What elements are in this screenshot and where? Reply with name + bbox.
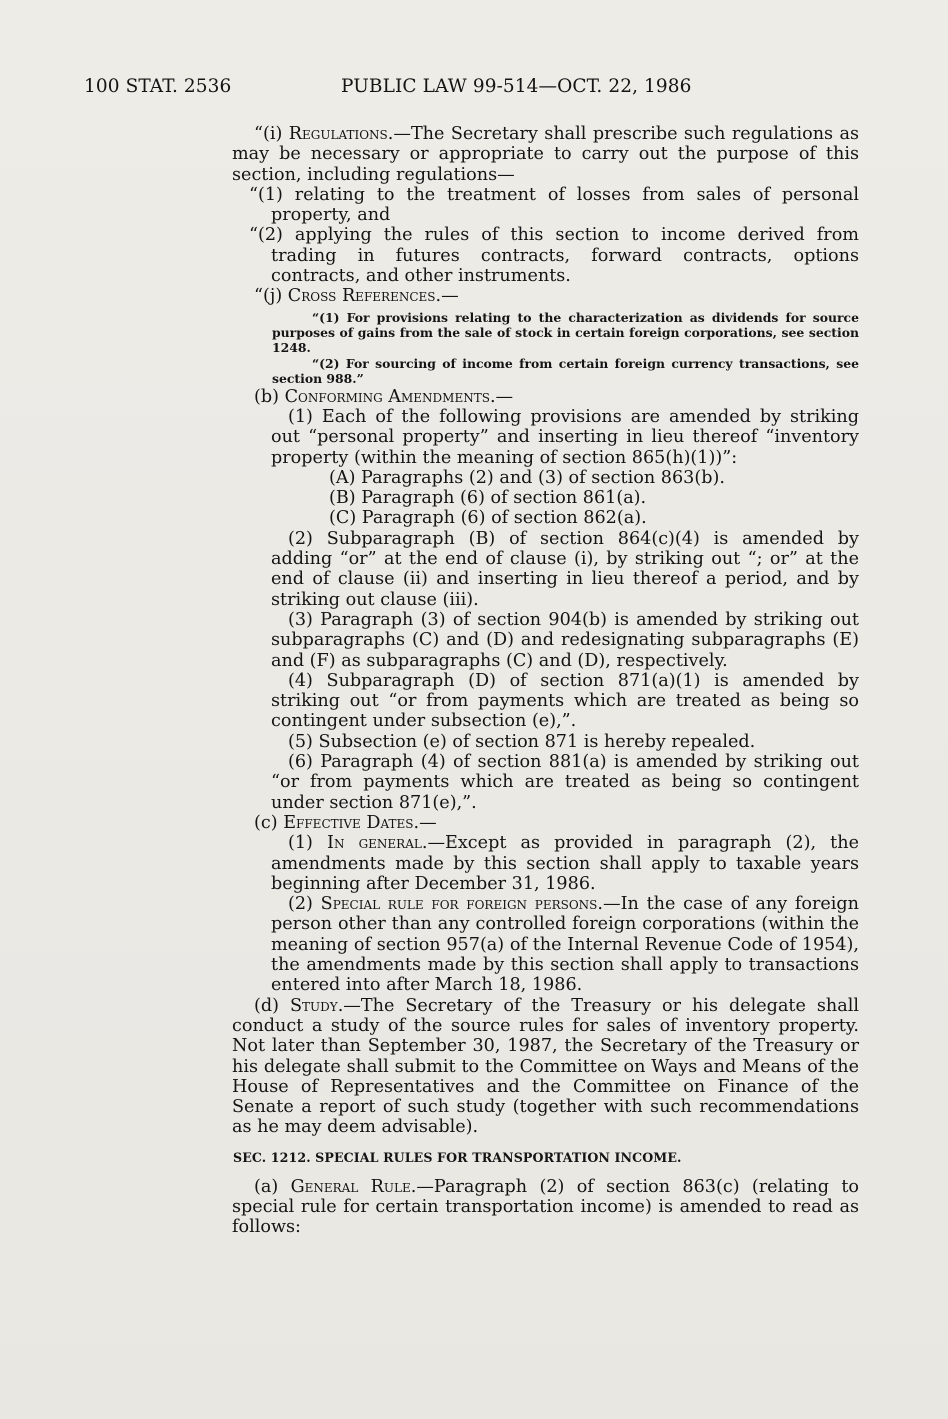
subsection-b: (b) Conforming Amendments.— xyxy=(254,386,514,407)
stat-citation: 100 STAT. 2536 xyxy=(84,76,232,97)
amendment-b3: (3) Paragraph (3) of section 904(b) is amended by striking out subparagraphs (C) and (D) and redesignating subparagraphs (E) and (F) as subparagraphs (C) and (D), respectively. xyxy=(271,609,859,671)
amendment-b5: (5) Subsection (e) of section 871 is hereby repealed. xyxy=(288,731,756,752)
public-law-title: PUBLIC LAW 99-514—OCT. 22, 1986 xyxy=(341,76,692,97)
subsection-i-heading: Regulations xyxy=(288,124,388,144)
section-1212-a: (a) General Rule.—Paragraph (2) of section 863(c) (relating to special rule for certain transportation income) is amended to read as follows: xyxy=(232,1176,859,1238)
subsection-d: (d) Study.—The Secretary of the Treasury or his delegate shall conduct a study of the source rules for sales of inventory property. Not later than September 30, 1987, the Secretary of the Treasury or his delegate shall submit to the Committee on Ways and Means of the House of Representatives and the Committee on Finance of the Senate a report of such study (together with such recommendations as he may deem advisable). xyxy=(232,995,859,1138)
cross-reference-2: “(2) For sourcing of income from certain foreign currency transactions, see section 988.” xyxy=(272,355,859,387)
subsection-c-heading: Effective Dates xyxy=(283,812,414,833)
amendment-b6: (6) Paragraph (4) of section 881(a) is amended by striking out “or from payments which are treated as being so contingent under section 871(e),”. xyxy=(271,752,859,813)
effective-date-c1: (1) In general.—Except as provided in paragraph (2), the amendments made by this section shall apply to taxable years beginning after December 31, 1986. xyxy=(271,833,859,894)
subsection-b-heading: Conforming Amendments xyxy=(284,386,490,407)
page-header xyxy=(84,76,858,100)
subsection-i-item-1: “(1) relating to the treatment of losses from sales of personal property, and xyxy=(249,184,859,226)
cross-reference-1: “(1) For provisions relating to the characterization as dividends for source purposes of gains from the sale of stock in certain foreign corporations, see section 1248. xyxy=(272,309,859,356)
amendment-b4: (4) Subparagraph (D) of section 871(a)(1) is amended by striking out “or from payments which are treated as being so contingent under subsection (e),”. xyxy=(271,670,859,732)
subsection-c: (c) Effective Dates.— xyxy=(254,812,437,833)
subsection-d-heading: Study xyxy=(289,995,338,1016)
subsection-j-heading: Cross References xyxy=(287,286,436,307)
effective-date-c1-heading: In general xyxy=(327,833,422,854)
amendment-b1-b: (B) Paragraph (6) of section 861(a). xyxy=(329,488,647,509)
amendment-b2: (2) Subparagraph (B) of section 864(c)(4) is amended by adding “or” at the end of clause (i), by striking out “; or” at the end of clause (ii) and inserting in lieu thereof a period, and by striking out clause (iii). xyxy=(271,528,859,610)
amendment-b1: (1) Each of the following provisions are amended by striking out “personal property” and inserting in lieu thereof “inventory property (within the meaning of section 865(h)(1))”: xyxy=(271,407,859,468)
effective-date-c2-heading: Special rule for foreign persons xyxy=(320,894,598,915)
section-1212-a-heading: General Rule xyxy=(290,1176,411,1197)
amendment-b1-a: (A) Paragraphs (2) and (3) of section 863(b). xyxy=(329,467,725,488)
effective-date-c2: (2) Special rule for foreign persons.—In the case of any foreign person other than any controlled foreign corporations (within the meaning of section 957(a) of the Internal Revenue Code of 1954), the amendments made by this section shall apply to transactions entered into after March 18, 1986. xyxy=(271,894,860,996)
amendment-b1-c: (C) Paragraph (6) of section 862(a). xyxy=(329,508,647,529)
subsection-i: “(i) Regulations.—The Secretary shall prescribe such regulations as may be necessary or appropriate to carry out the purpose of this section, including regulations— xyxy=(232,124,859,185)
subsection-i-item-2: “(2) applying the rules of this section to income derived from trading in futures contracts, forward contracts, options contracts, and other instruments. xyxy=(249,225,859,287)
section-1212-heading: SEC. 1212. SPECIAL RULES FOR TRANSPORTATION INCOME. xyxy=(233,1149,682,1165)
document-body xyxy=(232,124,859,1238)
subsection-j: “(j) Cross References.— xyxy=(254,286,459,307)
